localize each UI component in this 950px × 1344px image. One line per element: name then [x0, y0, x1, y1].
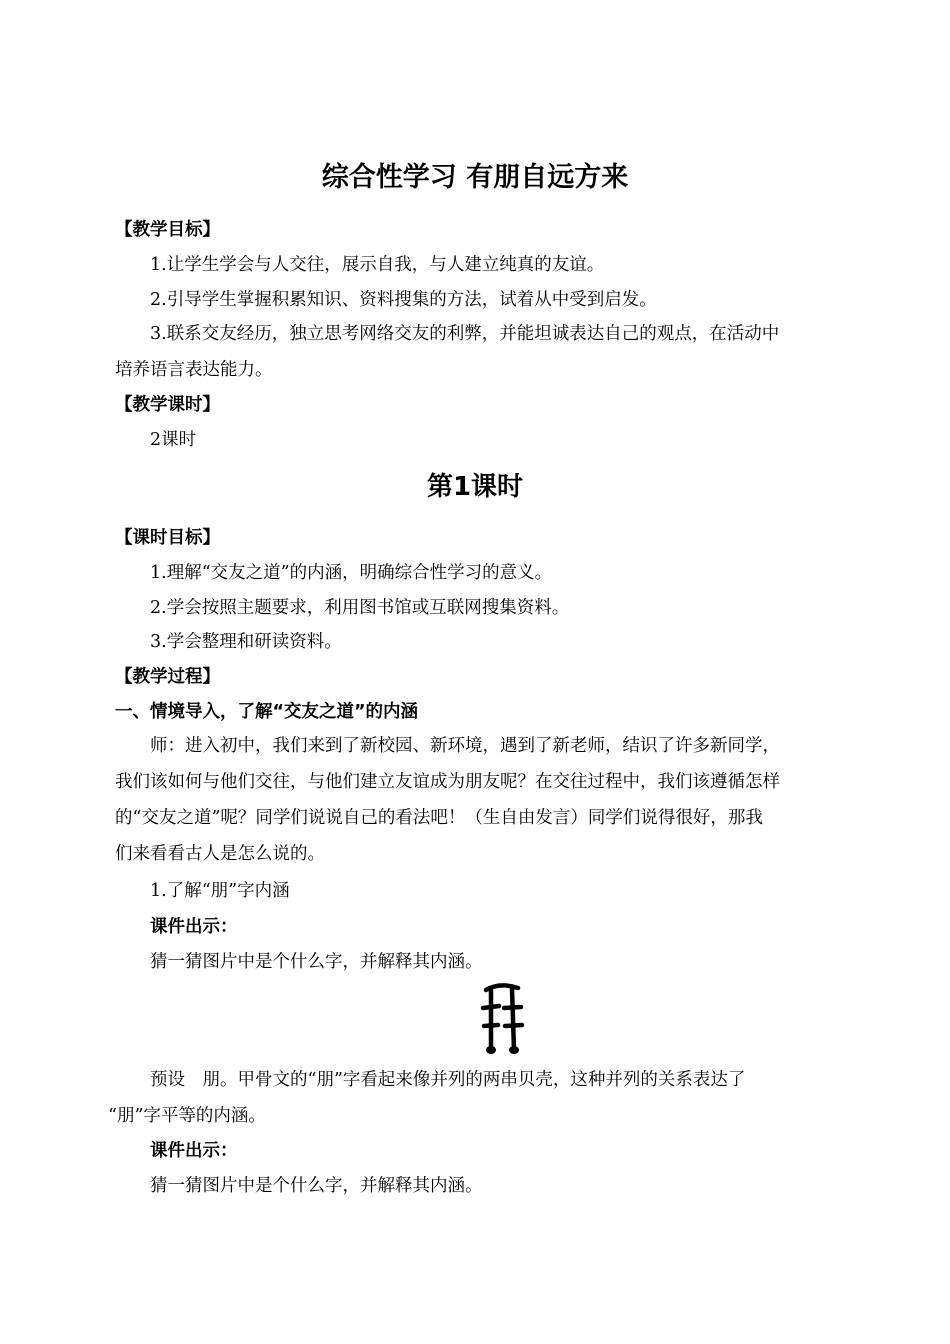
- goal-item-2: 2.引导学生掌握积累知识、资料搜集的方法，试着从中受到启发。: [150, 290, 657, 310]
- section-heading-lesson-goals: 【课时目标】: [115, 528, 220, 548]
- guess-prompt-1: 猜一猜图片中是个什么字，并解释其内涵。: [150, 952, 483, 972]
- teacher-paragraph-line3: 的“交友之道”呢？同学们说说自己的看法吧！（生自由发言）同学们说得很好，那我: [115, 808, 763, 828]
- teacher-paragraph-line1: 师：进入初中，我们来到了新校园、新环境，遇到了新老师，结识了许多新同学，: [150, 736, 780, 756]
- preset-answer-line2: “朋”字平等的内涵。: [108, 1106, 266, 1126]
- section-heading-teaching-hours: 【教学课时】: [115, 395, 220, 415]
- teaching-hours-value: 2课时: [150, 430, 197, 450]
- lesson-goal-3: 3.学会整理和研读资料。: [150, 632, 342, 652]
- oracle-bone-peng-glyph-image: [478, 980, 528, 1056]
- teacher-paragraph-line4: 们来看看古人是怎么说的。: [115, 844, 325, 864]
- goal-item-3-line1: 3.联系交友经历，独立思考网络交友的利弊，并能坦诚表达自己的观点，在活动中: [150, 324, 780, 344]
- document-title: 综合性学习 有朋自远方来: [321, 162, 629, 193]
- courseware-label-2: 课件出示：: [150, 1141, 238, 1161]
- goal-item-1: 1.让学生学会与人交往，展示自我，与人建立纯真的友谊。: [150, 255, 605, 275]
- teacher-paragraph-line2: 我们该如何与他们交往，与他们建立友谊成为朋友呢？在交往过程中，我们该遵循怎样: [115, 772, 780, 792]
- courseware-label-1: 课件出示：: [150, 917, 238, 937]
- guess-prompt-2: 猜一猜图片中是个什么字，并解释其内涵。: [150, 1176, 483, 1196]
- lesson-goal-2: 2.学会按照主题要求，利用图书馆或互联网搜集资料。: [150, 598, 570, 618]
- goal-item-3-line2: 培养语言表达能力。: [115, 360, 273, 380]
- section-heading-teaching-process: 【教学过程】: [115, 667, 220, 687]
- preset-answer-line1: 预设 朋。甲骨文的“朋”字看起来像并列的两串贝壳，这种并列的关系表达了: [150, 1070, 746, 1090]
- lesson-goal-1: 1.理解“交友之道”的内涵，明确综合性学习的意义。: [150, 563, 553, 583]
- section-heading-teaching-goals: 【教学目标】: [115, 220, 220, 240]
- step-heading-1: 一、情境导入，了解“交友之道”的内涵: [115, 702, 419, 722]
- item-understand-peng: 1.了解“朋”字内涵: [150, 881, 290, 901]
- lesson-title: 第1课时: [426, 472, 524, 502]
